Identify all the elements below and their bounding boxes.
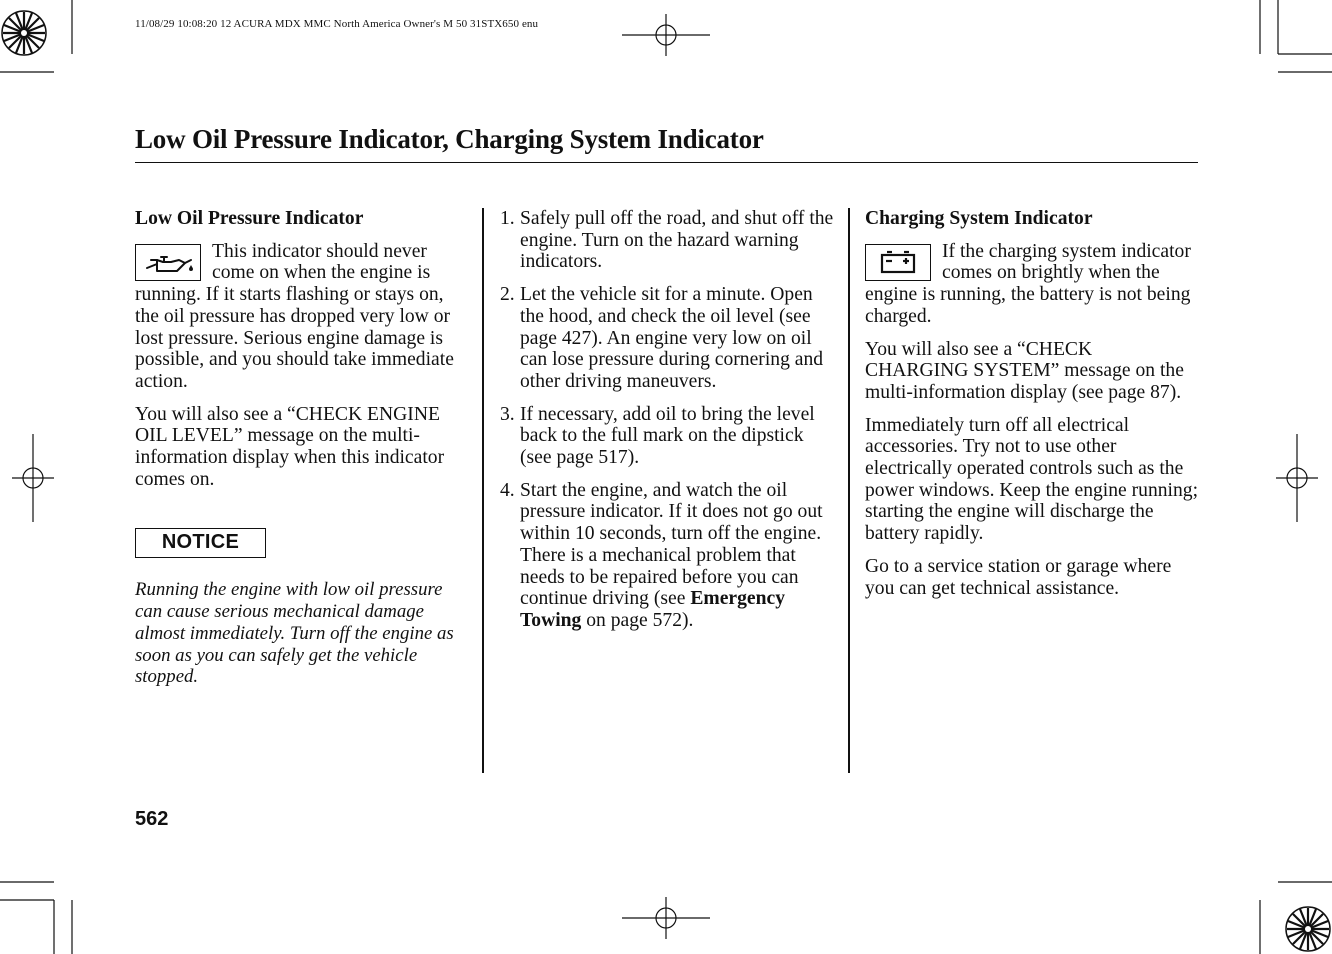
step-item: 4. Start the engine, and watch the oil pressure indicator. If it does not go out within 10 seconds, turn off the engine. There is a mechanical problem that needs to be repaired before you can continue driving (see Emergency Towing on page 572). xyxy=(500,479,823,631)
oil-pressure-icon xyxy=(135,244,201,281)
charging-system-paragraph-3: Immediately turn off all electrical accessories. Try not to use other electrically operated controls such as the power windows. Keep the engine running; starting the engine will discharge the battery rapidly. xyxy=(865,414,1199,545)
notice-text: Running the engine with low oil pressure can cause serious mechanical damage almost immediately. Turn off the engine as soon as you can safely get the vehicle stopped. xyxy=(135,579,454,688)
page-title: Low Oil Pressure Indicator, Charging System Indicator xyxy=(135,124,764,154)
column-divider-2 xyxy=(848,208,850,773)
low-oil-pressure-section xyxy=(135,208,470,699)
page-number: 562 xyxy=(135,808,169,830)
charging-system-paragraph-2: You will also see a “CHECK CHARGING SYSTEM” message on the multi-information display (see page 87). xyxy=(865,338,1184,403)
print-job-info: 11/08/29 10:08:20 12 ACURA MDX MMC North America Owner's M 50 31STX650 enu xyxy=(135,18,539,30)
crosshair-registration-mark-left xyxy=(12,434,54,522)
steps-section xyxy=(500,208,836,643)
low-oil-pressure-paragraph-2: You will also see a “CHECK ENGINE OIL LEVEL” message on the multi-information display when this indicator comes on. xyxy=(135,403,445,490)
crosshair-registration-mark-top xyxy=(622,14,710,56)
charging-system-paragraph-4: Go to a service station or garage where you can get technical assistance. xyxy=(865,555,1172,599)
emergency-towing-reference: Emergency Towing xyxy=(520,588,785,631)
step-item: 3. If necessary, add oil to bring the level back to the full mark on the dipstick (see page 517). xyxy=(500,403,815,469)
steps-list xyxy=(500,208,836,632)
step-item: 2. Let the vehicle sit for a minute. Open the hood, and check the oil level (see page 427). An engine very low on oil can lose pressure during cornering and other driving maneuvers. xyxy=(500,284,824,392)
charging-system-paragraph-1: If the charging system indicator comes on brightly when the engine is running, the battery is not being charged. xyxy=(865,240,1191,327)
charging-system-heading: Charging System Indicator xyxy=(865,208,1093,229)
crosshair-registration-mark-right xyxy=(1276,434,1318,522)
crosshair-registration-mark-bottom xyxy=(622,897,710,939)
low-oil-pressure-paragraph-1: This indicator should never come on when the engine is running. If it starts flashing or stays on, the oil pressure has dropped very low or lost pressure. Serious engine damage is possible, and you should take immediate action. xyxy=(135,240,454,392)
charging-system-section xyxy=(865,208,1200,610)
notice-label: NOTICE xyxy=(135,528,266,558)
title-divider xyxy=(135,162,1198,163)
column-divider-1 xyxy=(482,208,484,773)
low-oil-pressure-heading: Low Oil Pressure Indicator xyxy=(135,208,364,229)
step-item: 1. Safely pull off the road, and shut off the engine. Turn on the hazard warning indicators. xyxy=(500,208,834,273)
battery-charging-icon xyxy=(865,244,931,281)
